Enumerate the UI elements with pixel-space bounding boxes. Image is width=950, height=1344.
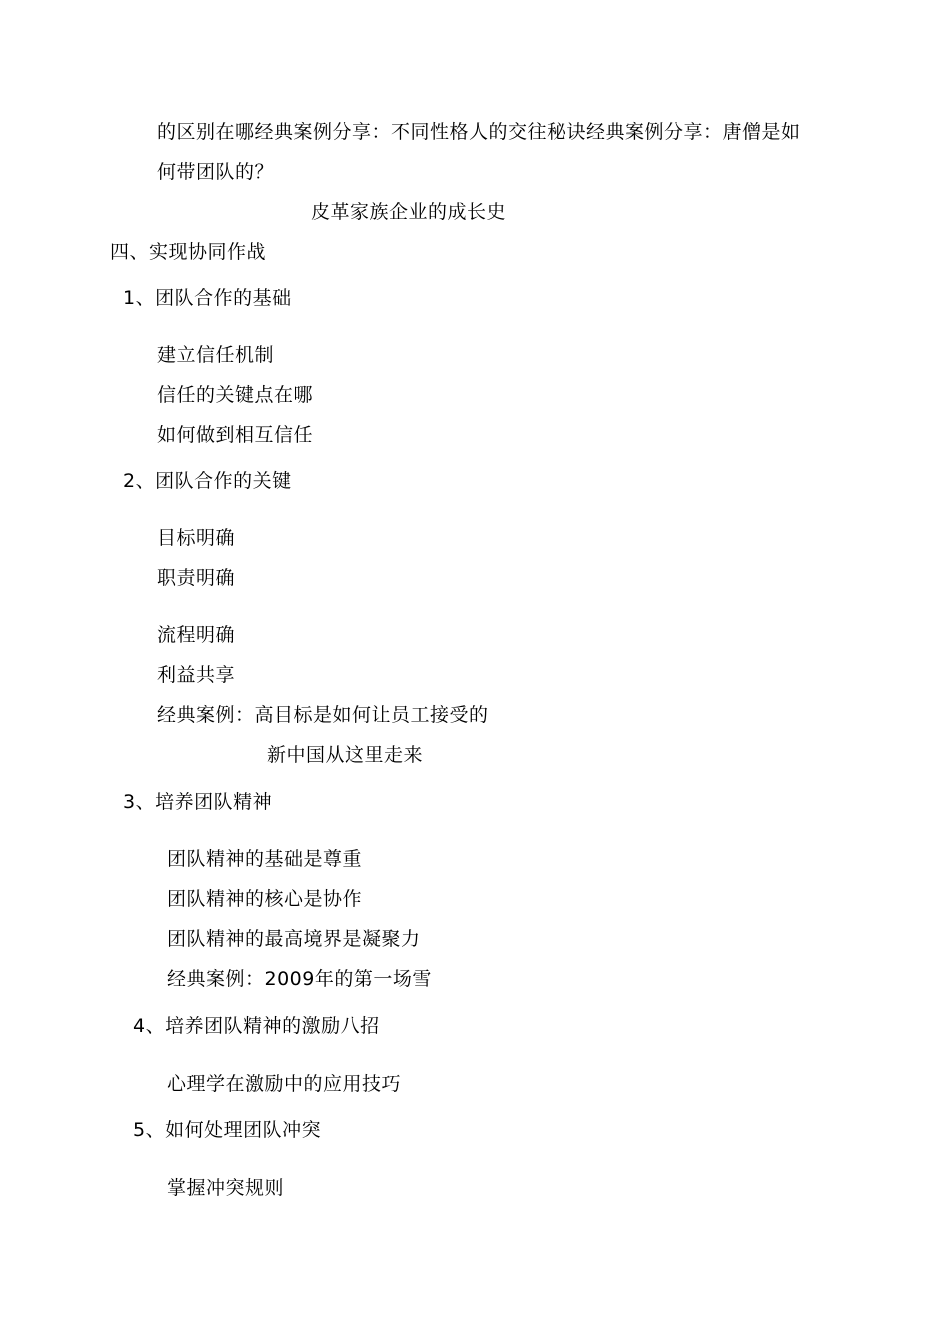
list-item: 团队精神的最高境界是凝聚力 bbox=[167, 928, 421, 950]
subsection-heading-1: 1、团队合作的基础 bbox=[123, 287, 292, 309]
case-title: 新中国从这里走来 bbox=[267, 744, 424, 766]
subsection-heading-2: 2、团队合作的关键 bbox=[123, 470, 292, 492]
list-item: 利益共享 bbox=[157, 664, 236, 686]
list-item: 信任的关键点在哪 bbox=[157, 384, 314, 406]
list-item: 如何做到相互信任 bbox=[157, 424, 314, 446]
list-item: 职责明确 bbox=[157, 567, 236, 589]
list-item: 经典案例：高目标是如何让员工接受的 bbox=[157, 704, 489, 726]
list-item: 目标明确 bbox=[157, 527, 236, 549]
subsection-heading-4: 4、培养团队精神的激励八招 bbox=[133, 1015, 380, 1037]
list-item: 经典案例：2009年的第一场雪 bbox=[167, 968, 432, 990]
case-title: 皮革家族企业的成长史 bbox=[311, 201, 507, 223]
list-item: 团队精神的基础是尊重 bbox=[167, 848, 363, 870]
subsection-heading-5: 5、如何处理团队冲突 bbox=[133, 1119, 322, 1141]
intro-paragraph-line-2: 何带团队的？ bbox=[157, 161, 275, 183]
intro-paragraph-line-1: 的区别在哪经典案例分享：不同性格人的交往秘诀经典案例分享：唐僧是如 bbox=[157, 121, 801, 143]
list-item: 掌握冲突规则 bbox=[167, 1177, 285, 1199]
section-heading: 四、实现协同作战 bbox=[110, 241, 267, 263]
subsection-heading-3: 3、培养团队精神 bbox=[123, 791, 273, 813]
list-item: 心理学在激励中的应用技巧 bbox=[167, 1073, 402, 1095]
list-item: 建立信任机制 bbox=[157, 344, 275, 366]
list-item: 团队精神的核心是协作 bbox=[167, 888, 363, 910]
list-item: 流程明确 bbox=[157, 624, 236, 646]
